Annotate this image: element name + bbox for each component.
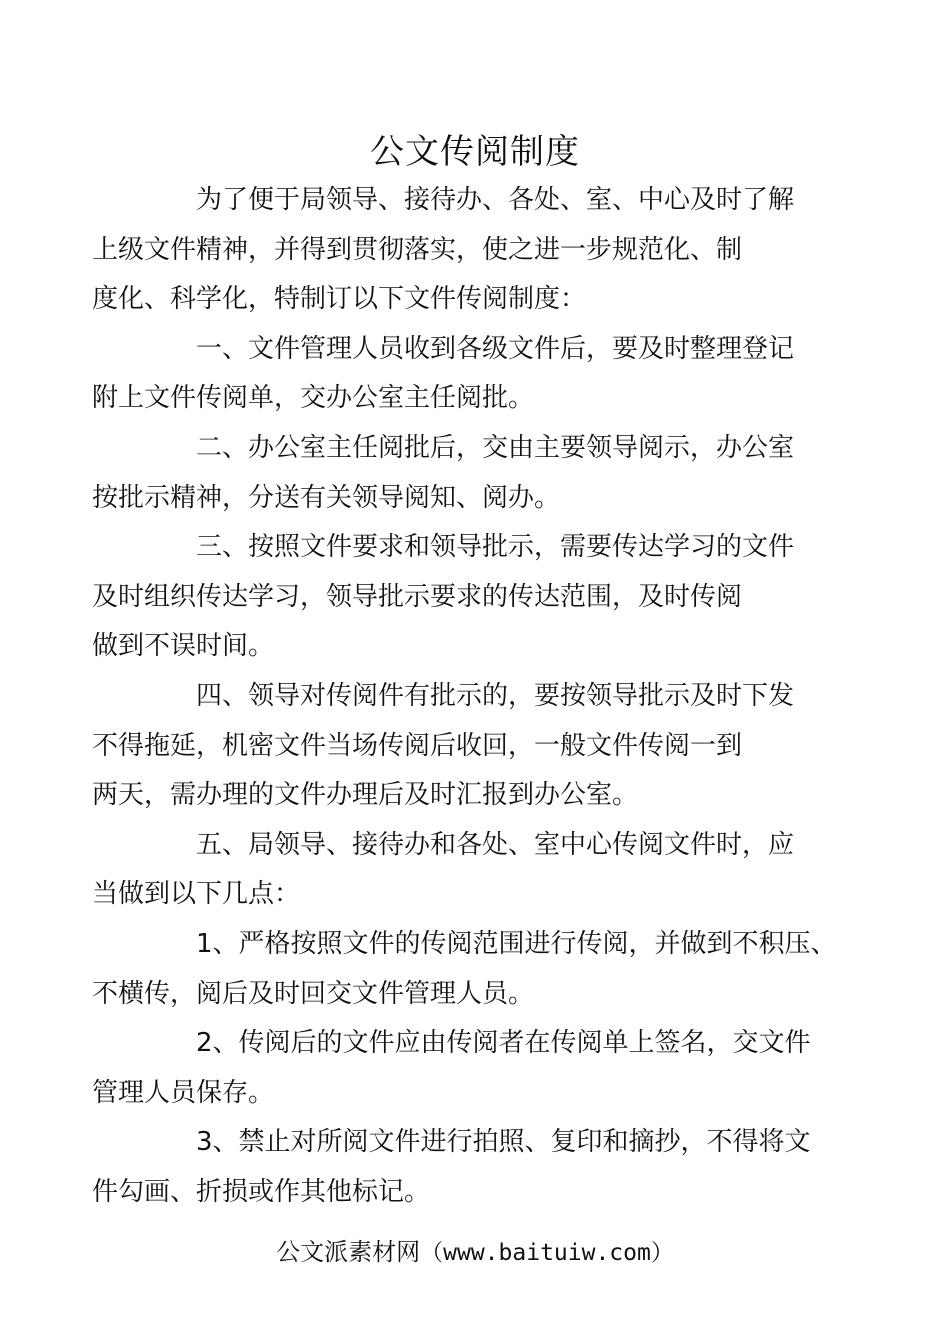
paragraph-line: 三、按照文件要求和领导批示，需要传达学习的文件 bbox=[196, 532, 795, 563]
paragraph-line: 上级文件精神，并得到贯彻落实，使之进一步规范化、制 bbox=[92, 234, 743, 265]
footer-site-name: 公文派素材网 bbox=[276, 1238, 421, 1266]
paragraph-line: 当做到以下几点： bbox=[92, 879, 301, 910]
paragraph-subitem-2 bbox=[92, 1019, 811, 1118]
paragraph-subitem-1 bbox=[92, 920, 837, 1019]
paragraph-line: 管理人员保存。 bbox=[92, 1077, 275, 1108]
document-body bbox=[92, 176, 837, 1217]
paragraph-item-5 bbox=[92, 821, 809, 920]
paragraph-line: 及时组织传达学习，领导批示要求的传达范围，及时传阅 bbox=[92, 581, 743, 612]
paragraph-item-4 bbox=[92, 672, 809, 821]
paragraph-line: 按批示精神，分送有关领导阅知、阅办。 bbox=[92, 482, 561, 513]
paragraph-line: 二、办公室主任阅批后，交由主要领导阅示，办公室 bbox=[196, 432, 795, 463]
paragraph-line: 度化、科学化，特制订以下文件传阅制度： bbox=[92, 284, 587, 315]
paragraph-line: 1、严格按照文件的传阅范围进行传阅，并做到不积压、 bbox=[196, 928, 837, 959]
paragraph-item-3 bbox=[92, 523, 809, 672]
paragraph-line: 不得拖延，机密文件当场传阅后收回，一般文件传阅一到 bbox=[92, 730, 743, 761]
paragraph-line: 做到不误时间。 bbox=[92, 631, 275, 662]
paragraph-line: 附上文件传阅单，交办公室主任阅批。 bbox=[92, 383, 535, 414]
paragraph-line: 两天，需办理的文件办理后及时汇报到办公室。 bbox=[92, 780, 639, 811]
paragraph-subitem-3 bbox=[92, 1118, 811, 1217]
paragraph-line: 2、传阅后的文件应由传阅者在传阅单上签名，交文件 bbox=[196, 1028, 811, 1059]
document-title: 公文传阅制度 bbox=[370, 132, 580, 172]
paragraph-line: 不横传，阅后及时回交文件管理人员。 bbox=[92, 978, 535, 1009]
paragraph-line: 件勾画、折损或作其他标记。 bbox=[92, 1176, 431, 1207]
paragraph-line: 一、文件管理人员收到各级文件后，要及时整理登记 bbox=[196, 333, 795, 364]
paragraph-line: 为了便于局领导、接待办、各处、室、中心及时了解 bbox=[196, 185, 795, 215]
paragraph-line: 四、领导对传阅件有批示的，要按领导批示及时下发 bbox=[196, 680, 795, 711]
paragraph-item-1 bbox=[92, 325, 809, 424]
paragraph-line: 五、局领导、接待办和各处、室中心传阅文件时，应 bbox=[196, 829, 795, 860]
paragraph-intro bbox=[92, 176, 809, 325]
footer-site-url: （www.baituiw.com） bbox=[420, 1240, 674, 1266]
footer-source bbox=[0, 1234, 950, 1271]
paragraph-item-2 bbox=[92, 424, 809, 523]
paragraph-line: 3、禁止对所阅文件进行拍照、复印和摘抄，不得将文 bbox=[196, 1127, 811, 1158]
